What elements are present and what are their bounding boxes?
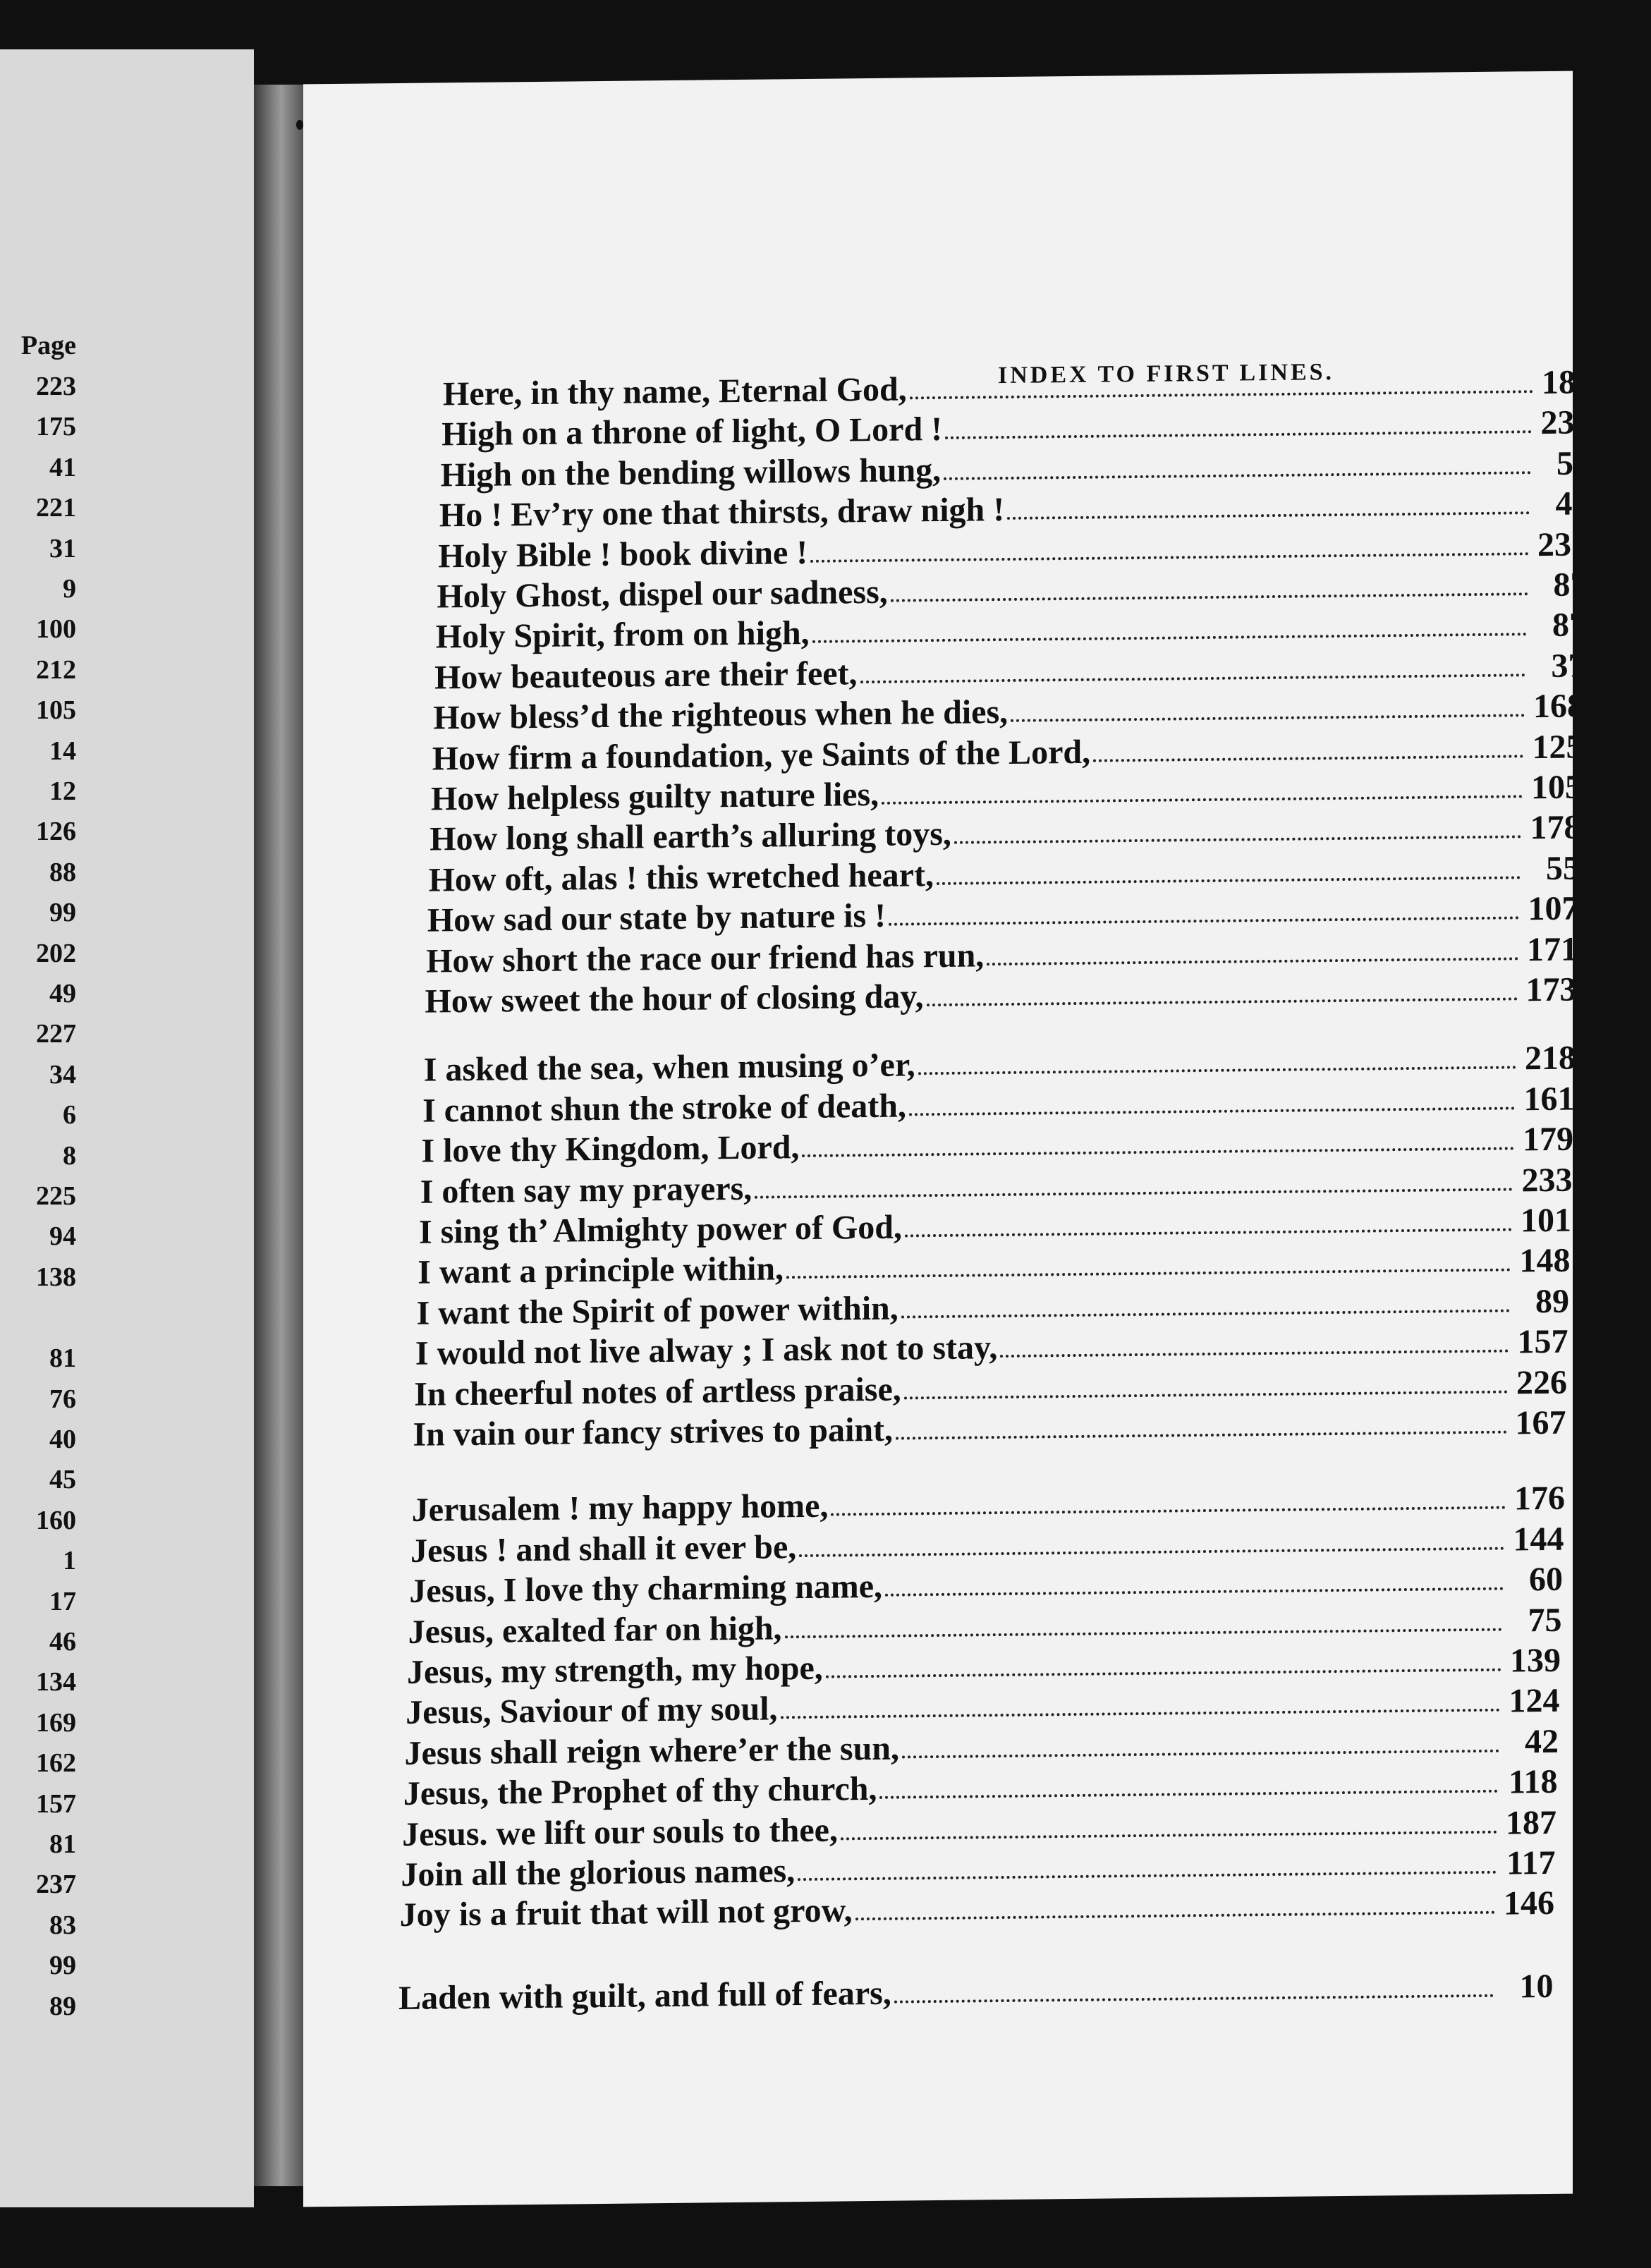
scan-speck xyxy=(296,120,303,130)
first-line-text: How helpless guilty nature lies, xyxy=(431,775,879,818)
first-line-text: I asked the sea, when musing o’er, xyxy=(423,1046,915,1090)
first-line-text: How beauteous are their feet, xyxy=(434,654,858,697)
scan-speck xyxy=(1157,51,1172,66)
left-page-number: 202 xyxy=(36,938,76,968)
page-number: 118 xyxy=(1509,1762,1558,1801)
page-number: 185 xyxy=(1542,363,1592,402)
page-number: 157 xyxy=(1517,1322,1568,1361)
first-line-text: How short the race our friend has run, xyxy=(426,936,985,980)
page-number: 178 xyxy=(1530,808,1581,847)
index-entry xyxy=(438,525,1588,575)
dot-leader xyxy=(889,914,1519,926)
dot-leader xyxy=(1000,1347,1509,1358)
page-column-label: Page xyxy=(1588,431,1629,454)
page-number: 226 xyxy=(1516,1363,1567,1402)
page-number: 125 xyxy=(1532,728,1583,766)
left-page-header: Page xyxy=(20,331,76,360)
left-page-number: 81 xyxy=(49,1343,76,1374)
index-entry xyxy=(412,1482,1565,1528)
first-line-text: Jesus shall reign where’er the sun, xyxy=(404,1729,899,1772)
dot-leader xyxy=(802,1145,1514,1158)
left-page-number: 8 xyxy=(63,1140,76,1171)
index-entry xyxy=(406,1684,1559,1730)
left-page-number: 41 xyxy=(49,452,76,482)
first-line-text: Holy Bible ! book divine ! xyxy=(438,533,808,575)
page-number: 46 xyxy=(1555,484,1590,523)
page-number: 234 xyxy=(1540,403,1592,442)
page-number: 233 xyxy=(1521,1161,1573,1199)
page-number: 42 xyxy=(1524,1722,1559,1761)
page-number: 124 xyxy=(1509,1682,1560,1720)
dot-leader xyxy=(879,1787,1498,1799)
left-page-number: 34 xyxy=(49,1059,76,1090)
left-page-number: 81 xyxy=(49,1829,76,1859)
index-entry xyxy=(422,1082,1574,1128)
page-number: 144 xyxy=(1513,1520,1564,1559)
dot-leader xyxy=(937,873,1521,885)
left-page-number: 225 xyxy=(36,1181,76,1211)
folio-number: xi. xyxy=(1615,358,1651,398)
dot-leader xyxy=(799,1544,1504,1556)
right-page xyxy=(303,71,1651,2207)
index-entry xyxy=(432,730,1583,776)
dot-leader xyxy=(786,1266,1511,1279)
index-entry xyxy=(439,484,1590,535)
index-entry xyxy=(435,606,1586,656)
dot-leader xyxy=(901,1306,1510,1318)
index-entry xyxy=(443,365,1592,411)
first-line-text: High on a throne of light, O Lord ! xyxy=(441,410,943,453)
left-page-number: 88 xyxy=(49,857,76,887)
page-number: 232 xyxy=(1537,525,1588,563)
left-page-number: 162 xyxy=(36,1748,76,1779)
left-page-number: 138 xyxy=(36,1262,76,1292)
dot-leader xyxy=(885,1585,1504,1597)
index-entry xyxy=(418,1244,1570,1290)
index-entry xyxy=(419,1201,1571,1251)
running-head: INDEX TO FIRST LINES. xyxy=(998,359,1335,389)
left-page-number: 1 xyxy=(63,1546,76,1576)
page-number: 176 xyxy=(1513,1480,1565,1518)
first-line-text: I want a principle within, xyxy=(418,1250,784,1292)
index-entry xyxy=(429,851,1580,897)
index-entry xyxy=(414,1365,1567,1411)
page-number: 107 xyxy=(1528,889,1579,928)
left-page-number: 134 xyxy=(36,1667,76,1697)
scan-speck xyxy=(752,2226,780,2254)
left-page-number: 157 xyxy=(36,1788,76,1819)
first-line-text: Jesus, I love thy charming name, xyxy=(409,1568,883,1611)
index-entry xyxy=(417,1284,1569,1330)
index-entry xyxy=(427,889,1579,939)
first-line-text: Holy Ghost, dispel our sadness, xyxy=(437,573,888,616)
page-number: 60 xyxy=(1528,1560,1563,1599)
first-line-text: Jerusalem ! my happy home, xyxy=(411,1487,829,1530)
left-page-number: 40 xyxy=(49,1425,76,1454)
dot-leader xyxy=(1007,508,1530,520)
index-entry xyxy=(401,1843,1556,1894)
left-page-number: 221 xyxy=(36,493,76,523)
page-number: 187 xyxy=(1505,1803,1556,1842)
first-line-text: Jesus ! and shall it ever be, xyxy=(410,1528,797,1570)
page-number: 87 xyxy=(1553,566,1588,604)
index-entry xyxy=(408,1603,1562,1649)
page-number: 75 xyxy=(1528,1601,1562,1639)
left-page-number: 212 xyxy=(36,654,76,685)
page-number: 105 xyxy=(1531,768,1582,807)
page-number: 171 xyxy=(1526,930,1578,968)
left-page-number: 76 xyxy=(49,1384,76,1414)
left-page-number: 160 xyxy=(36,1505,76,1535)
index-entry xyxy=(426,932,1578,978)
index-entry xyxy=(441,446,1590,492)
left-page-number: 227 xyxy=(36,1019,76,1049)
dot-leader xyxy=(896,1428,1506,1440)
page-number: 173 xyxy=(1525,970,1577,1009)
page-number: 168 xyxy=(1533,687,1584,726)
page-number: 87 xyxy=(1552,606,1586,645)
left-page-number: 126 xyxy=(36,817,76,847)
dot-leader xyxy=(826,1666,1501,1678)
left-page-fragment xyxy=(0,49,254,2207)
index-entry xyxy=(403,1762,1558,1813)
left-page-number: 99 xyxy=(49,1951,76,1981)
left-page-number: 237 xyxy=(36,1870,76,1900)
first-line-text: Jesus, exalted far on high, xyxy=(408,1609,782,1651)
dot-leader xyxy=(894,1992,1494,2004)
page-number: 55 xyxy=(1545,849,1580,887)
first-line-text: I love thy Kingdom, Lord, xyxy=(421,1128,800,1170)
left-page-number: 100 xyxy=(36,614,76,645)
left-page-number: 6 xyxy=(63,1100,76,1130)
dot-leader xyxy=(905,1225,1512,1237)
page-number: 10 xyxy=(1519,1967,1554,2006)
first-line-text: I would not live alway ; I ask not to stay, xyxy=(415,1329,998,1372)
dot-leader xyxy=(904,1387,1508,1399)
first-lines-index xyxy=(303,71,1592,2207)
index-entry xyxy=(404,1722,1559,1772)
index-entry xyxy=(441,403,1592,453)
index-entry xyxy=(433,687,1584,737)
page-number: 167 xyxy=(1515,1403,1566,1442)
dot-leader xyxy=(902,1746,1499,1758)
index-entry xyxy=(415,1322,1568,1372)
page-number: 218 xyxy=(1524,1039,1576,1078)
left-page-number: 105 xyxy=(36,695,76,726)
first-line-text: How firm a foundation, ye Saints of the Lord, xyxy=(432,733,1091,778)
index-entry xyxy=(402,1805,1556,1851)
left-page-number: 31 xyxy=(49,533,76,563)
page-number: 117 xyxy=(1506,1843,1556,1882)
left-page-number: 94 xyxy=(49,1221,76,1252)
first-line-text: Jesus, Saviour of my soul, xyxy=(406,1690,778,1732)
index-entry xyxy=(421,1120,1573,1170)
dot-leader xyxy=(945,428,1532,440)
dot-leader xyxy=(831,1504,1506,1516)
page-number: 161 xyxy=(1523,1080,1575,1118)
first-line-text: How sad our state by nature is ! xyxy=(427,896,887,939)
dot-leader xyxy=(812,630,1527,644)
first-line-text: How oft, alas ! this wretched heart, xyxy=(428,855,934,899)
left-page-number: 89 xyxy=(49,1991,76,2021)
first-line-text: Jesus, my strength, my hope, xyxy=(407,1649,823,1691)
dot-leader xyxy=(918,1063,1516,1075)
index-entry xyxy=(407,1641,1561,1691)
first-line-text: In vain our fancy strives to paint, xyxy=(413,1410,894,1453)
left-page-number: 99 xyxy=(49,898,76,928)
index-entry xyxy=(410,1520,1564,1570)
index-entry xyxy=(431,770,1582,816)
dot-leader xyxy=(987,954,1518,965)
first-line-text: Join all the glorious names, xyxy=(401,1852,796,1894)
first-line-text: In cheerful notes of artless praise, xyxy=(414,1370,901,1413)
first-line-text: Ho ! Ev’ry one that thirsts, draw nigh ! xyxy=(439,491,1005,535)
first-line-text: High on the bending willows hung, xyxy=(440,451,942,494)
page-number: 89 xyxy=(1535,1282,1569,1320)
dot-leader xyxy=(910,387,1533,399)
page-number: 139 xyxy=(1510,1641,1561,1680)
index-entry xyxy=(429,808,1581,858)
dot-leader xyxy=(954,833,1522,844)
left-page-number: 9 xyxy=(63,574,76,604)
dot-leader xyxy=(891,590,1528,602)
page-number: 101 xyxy=(1521,1201,1571,1240)
first-line-text: Jesus, the Prophet of thy church, xyxy=(403,1770,877,1813)
dot-leader xyxy=(755,1185,1513,1198)
index-entry xyxy=(437,568,1588,614)
page-number: 148 xyxy=(1519,1242,1571,1280)
first-line-text: Joy is a fruit that will not grow, xyxy=(399,1891,853,1934)
dot-leader xyxy=(927,994,1518,1006)
left-page-number: 45 xyxy=(49,1465,76,1495)
page-number: 179 xyxy=(1522,1120,1573,1159)
left-page-number: 17 xyxy=(49,1586,76,1616)
index-entry xyxy=(425,970,1577,1020)
book-gutter xyxy=(254,85,303,2186)
left-page-number: 175 xyxy=(36,412,76,442)
first-line-text: I want the Spirit of power within, xyxy=(416,1289,898,1332)
first-line-text: Holy Spirit, from on high, xyxy=(435,614,810,656)
left-page-number: 14 xyxy=(49,736,76,766)
first-line-text: How sweet the hour of closing day, xyxy=(425,977,924,1020)
dot-leader xyxy=(781,1706,1501,1719)
left-page-number: 83 xyxy=(49,1910,76,1940)
dot-leader xyxy=(909,1104,1516,1116)
index-entry xyxy=(409,1560,1563,1611)
index-entry xyxy=(420,1163,1573,1209)
dot-leader xyxy=(1093,752,1523,762)
left-page-number: 49 xyxy=(49,979,76,1008)
dot-leader xyxy=(882,792,1523,805)
first-line-text: I cannot shun the stroke of death, xyxy=(422,1087,906,1130)
dot-leader xyxy=(785,1625,1503,1638)
page-number: 146 xyxy=(1503,1884,1554,1922)
first-line-text: Here, in thy name, Eternal God, xyxy=(443,370,907,413)
left-page-number: 12 xyxy=(49,776,76,806)
left-page-number: 169 xyxy=(36,1707,76,1738)
first-line-text: I often say my prayers, xyxy=(420,1169,753,1211)
index-entry xyxy=(434,649,1585,695)
dot-leader xyxy=(1011,711,1525,722)
left-page-number: 46 xyxy=(49,1627,76,1657)
dot-leader xyxy=(855,1908,1495,1921)
dot-leader xyxy=(860,671,1526,683)
dot-leader xyxy=(798,1868,1496,1881)
first-line-text: How long shall earth’s alluring toys, xyxy=(429,815,951,858)
left-page-number: 223 xyxy=(36,372,76,401)
dot-leader xyxy=(841,1827,1497,1840)
dot-leader xyxy=(944,468,1531,480)
first-line-text: How bless’d the righteous when he dies, xyxy=(433,693,1009,737)
index-entry xyxy=(400,1886,1554,1932)
index-entry xyxy=(398,1967,1554,2017)
first-line-text: Jesus. we lift our souls to thee, xyxy=(402,1811,838,1853)
page-number: 50 xyxy=(1556,444,1590,482)
first-line-text: Laden with guilt, and full of fears, xyxy=(398,1974,891,2017)
dot-leader xyxy=(810,549,1529,563)
page-number: 37 xyxy=(1551,647,1585,685)
index-entry xyxy=(413,1403,1566,1453)
index-entry xyxy=(423,1039,1576,1090)
first-line-text: I sing th’ Almighty power of God, xyxy=(419,1208,902,1251)
